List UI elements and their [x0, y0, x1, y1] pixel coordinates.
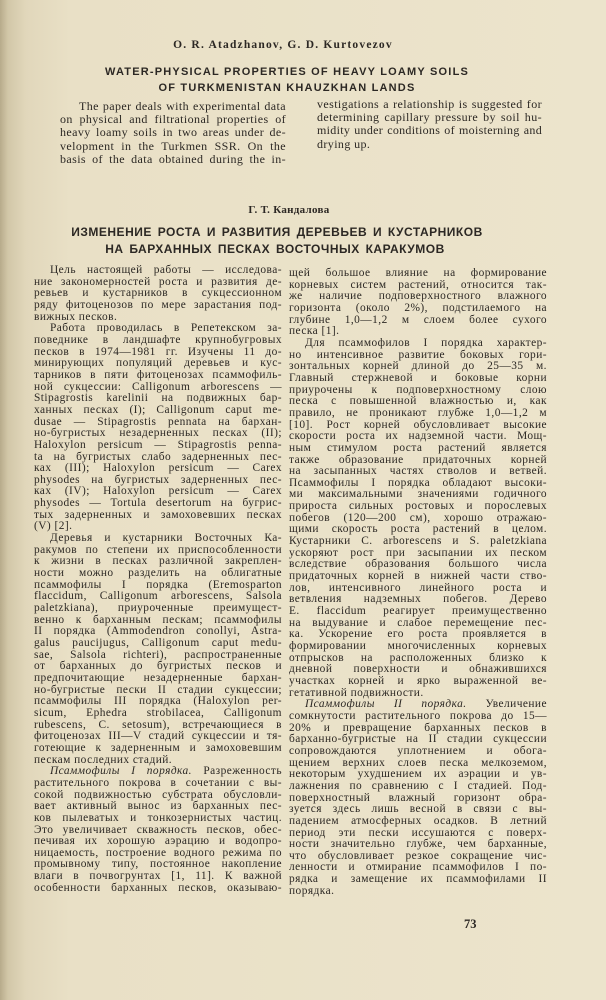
text-line: 20% и превращение барханных песков в — [289, 721, 547, 734]
text-line: galus paucijugus, Calligonum caput medu- — [34, 637, 282, 649]
text-line: vestigations a relationship is suggested for — [317, 97, 542, 111]
text-line: sae, Salsola richteri), распространенные — [34, 648, 282, 661]
text-line: ности значительно глубже, чем барханные, — [289, 838, 547, 851]
text-line: physodes на бугристых задерненных пес- — [34, 473, 282, 486]
text-line: ветвления надземных побегов. Дерево — [289, 593, 547, 606]
text-line: on physical and filtrational properties of — [60, 112, 286, 127]
text-line: лажнения по сравнению с I стадией. Под- — [289, 779, 547, 792]
text-line: сокой подвижностью субстрата обусловли- — [34, 788, 282, 801]
text-line: sicum, Ephedra strobilacea, Calligonum — [34, 706, 282, 719]
text-line: глубине 1,0—1,2 м слоем более сухого — [289, 313, 547, 326]
text-line: зонтальных корней длиной до 25—35 м. — [289, 360, 547, 373]
text-line: горизонта (около 2%), подстилаемого на — [289, 301, 547, 314]
text-line: также образование придаточных корней — [289, 453, 547, 466]
text-line: порядка. — [289, 884, 335, 897]
text-line: фитоценозах III—V стадий сукцессии и тя- — [34, 730, 282, 743]
text-line: но-бугристые пески II стадии сукцессии; — [34, 683, 282, 696]
text-line: вижных песков. — [34, 310, 118, 323]
text-line: падением атмосферных осадков. В летний — [289, 814, 547, 827]
text-line: гетативной подвижности. — [289, 686, 424, 699]
text-line: барханно-бугристые на II стадии сукцессии — [289, 733, 547, 746]
text-line: paletzkiana), приуроченные преимущест- — [34, 602, 282, 615]
text-line: ках (IV); Haloxylon persicum — Carex — [34, 485, 282, 498]
text-line: готеющие к задерненным и замоховевшим — [34, 741, 282, 754]
text-line: формировании многочисленных корневых — [289, 640, 547, 652]
text-line: drying up. — [317, 136, 371, 151]
text-line: midity under conditions of moisterning and — [317, 123, 542, 138]
text-line: промывному типу, постоянное накопление — [34, 858, 282, 871]
text-line: тых задерненных и замоховевших песках — [34, 508, 282, 521]
text-line: Это увеличивает скважность песков, обес- — [34, 823, 282, 836]
text-line: Haloxylon persicum — Stipagrostis penna- — [34, 438, 282, 451]
text-line: минирующих популяций деревьев и кус- — [34, 357, 282, 370]
abstract-left-column — [60, 100, 286, 166]
text-line: Stipagrostis karelinii на подвижных бар- — [34, 392, 282, 405]
text-line: ta на бугристых слабо задерненных пес- — [34, 450, 282, 463]
paragraph — [34, 533, 282, 766]
text-line: псаммофилы I порядка (Eremosparton — [34, 578, 282, 591]
text-line: зуется здесь лишь весной в связи с вы- — [289, 803, 547, 816]
text-line: некоторым ухудшением их аэрации и ув- — [289, 768, 547, 781]
text-line: дневной поверхности и обнажившихся — [289, 663, 547, 676]
text-line: отпрысков на расположенных близко к — [289, 651, 547, 664]
article-1-title-line-1: WATER-PHYSICAL PROPERTIES OF HEAVY LOAMY SOILS — [104, 66, 470, 78]
text-line: (V) [2]. — [34, 520, 73, 533]
text-line: Деревья и кустарники Восточных Ка- — [50, 532, 282, 545]
text-line: песка [1]. — [289, 325, 340, 338]
article-1-title-line-2: OF TURKMENISTAN KHAUZKHAN LANDS — [158, 82, 416, 94]
paragraph — [34, 323, 282, 533]
text-line: ракумов по степени их приспособленности — [34, 543, 282, 556]
text-line: вает активный вынос из барханных пес- — [34, 800, 282, 813]
text-line: что обусловливает резкое сокращение чис- — [289, 849, 547, 862]
paragraph — [60, 100, 286, 166]
article-2-title-line-2: НА БАРХАННЫХ ПЕСКАХ ВОСТОЧНЫХ КАРАКУМОВ — [105, 242, 445, 256]
body-left-column — [34, 265, 282, 894]
text-line: влаги в почвогрунтах [1, 11]. К важной — [34, 870, 282, 883]
text-line: Работа проводилась в Репетекском за- — [50, 322, 282, 335]
body-right-column — [289, 268, 547, 897]
paragraph — [289, 338, 547, 699]
text-line: поверхностный влажный горизонт обра- — [289, 791, 547, 804]
text-line: прироста сильных ростовых и порослевых — [289, 500, 547, 513]
text-line: поведнике в ландшафте крупнобугровых — [34, 333, 282, 346]
paragraph — [289, 268, 547, 338]
paragraph — [289, 699, 547, 897]
text-line: вследствие образования большого числа — [289, 558, 547, 571]
line-text: Увеличение — [485, 698, 547, 711]
article-1-authors: O. R. Atadzhanov, G. D. Kurtovezov — [173, 39, 393, 51]
text-line: basis of the data obtained during the in- — [60, 151, 286, 166]
text-line: на засыпанных частях стволов и ветвей. — [289, 465, 547, 478]
text-line: сопровождаются уплотнением и обога- — [289, 744, 547, 757]
text-line: лов, интенсивного линейного роста и — [289, 581, 547, 594]
text-line: E. flaccidum реагирует преимущественно — [289, 605, 547, 618]
text-line: ности можно разделить на облигатные — [34, 567, 282, 580]
text-line: к жизни в песках различной закреплен- — [34, 555, 282, 568]
text-line: ной сукцессии: Calligonum arborescens — — [34, 380, 282, 393]
text-line: ленности и отмирание псаммофилов I по- — [289, 861, 547, 874]
text-line: determining capillary pressure by soil hu- — [317, 110, 542, 125]
text-line: корневых систем растений, относится так- — [289, 278, 547, 291]
text-line: же наличие подповерхностного влажного — [289, 290, 547, 303]
text-line: щими скорость роста растений в целом. — [289, 523, 547, 536]
text-line: пескам последних стадий. — [34, 753, 173, 766]
text-line: dusae — Stipagrostis pennata на бархан- — [34, 415, 282, 428]
text-line: ным стимулом роста растений является — [289, 441, 547, 454]
page-number: 73 — [464, 917, 477, 931]
article-2-title-line-1: ИЗМЕНЕНИЕ РОСТА И РАЗВИТИЯ ДЕРЕВЬЕВ И КУСТАРНИКОВ — [71, 225, 483, 239]
text-line: rubescens, C. setosum), встречающиеся в — [34, 718, 282, 731]
text-line: тарников в пяти фитоценозах псаммофиль- — [34, 368, 282, 381]
text-line: приурочены к подповерхностному слою — [289, 383, 547, 396]
run-in-heading: Псаммофилы I порядка. — [50, 765, 192, 778]
text-line: песков в 1974—1981 гг. Изучены 11 до- — [34, 345, 282, 358]
text-line: II порядка (Ammodendron conollyi, Astra- — [34, 625, 282, 638]
text-line: ряду фитоценозов по мере зарастания под- — [34, 298, 282, 311]
text-line: песка с повышенной влажностью и, как — [289, 395, 547, 408]
text-line: Цель настоящей работы — исследова- — [50, 264, 282, 276]
text-line: рядка и замещение их псаммофилами II — [289, 873, 547, 886]
text-line: ревьев и кустарников в сукцессионном — [34, 287, 282, 300]
text-line: правило, не проникают глубже 1,0—1,2 м — [289, 406, 547, 419]
text-line: physodes — Tortula desertorum на бугрис- — [34, 497, 282, 510]
paragraph — [34, 766, 282, 894]
text-line: ми максимальными значениями годичного — [289, 488, 547, 501]
text-line: ускоряют рост при засыпании их песком — [289, 546, 547, 559]
text-line: печивая их хорошую аэрацию и водопро- — [34, 835, 282, 848]
article-2-author: Г. Т. Кандалова — [248, 204, 330, 216]
text-line: Псаммофилы I порядка обладают высоки- — [289, 476, 547, 489]
text-line: ницаемость, построение водного режима по — [34, 846, 282, 859]
text-line: щей большое влияние на формирование — [289, 267, 547, 279]
text-line: период эти пески иссушаются с поверх- — [289, 826, 547, 839]
text-line: The paper deals with experimental data — [79, 99, 286, 113]
text-line: сомкнутости растительного покрова до 15— — [289, 709, 547, 722]
text-line: ханных песках (I); Calligonum caput me- — [34, 403, 282, 416]
text-line: flaccidum, Calligonum arborescens, Salsola — [34, 590, 282, 603]
text-line: побегов (120—200 см), хорошо отражаю- — [289, 511, 547, 524]
text-line: Главный стержневой и боковые корни — [289, 371, 547, 384]
text-line: особенности барханных песков, оказываю- — [34, 881, 282, 894]
text-line: Кустарники C. arborescens и S. paletzkiana — [289, 535, 547, 548]
text-line: heavy loamy soils in two areas under de- — [60, 125, 286, 140]
run-in-heading: Псаммофилы II порядка. — [305, 698, 467, 711]
text-line: венно к барханным пескам; псаммофилы — [34, 613, 282, 626]
text-line: участках корней и ярко выраженной ве- — [289, 674, 547, 687]
text-line: но интенсивное развитие боковых гори- — [289, 348, 547, 361]
text-line: ков пылеватых и тонкозернистых частиц. — [34, 811, 282, 824]
text-line: растительного покрова в сочетании с вы- — [34, 776, 282, 789]
text-line: щением верхних слоев песка мелкоземом, — [289, 756, 547, 769]
text-line: ка. Ускорение его роста проявляется в — [289, 628, 547, 641]
text-line: псаммофилы III порядка (Haloxylon per- — [34, 695, 282, 708]
text-line: velopment in the Turkmen SSR. On the — [60, 138, 286, 153]
text-line: скорости роста их надземной части. Мощ- — [289, 430, 547, 443]
paragraph — [317, 98, 542, 151]
text-line: но-бугристых незадерненных песках (II); — [34, 427, 282, 440]
paragraph — [34, 265, 282, 323]
line-text: Разреженность — [203, 765, 282, 778]
text-line: на выдувание и слабое перемещение пес- — [289, 616, 547, 629]
text-line: предпочитающие незадерненные бархан- — [34, 671, 282, 684]
text-line: придаточных корней в нижней части ство- — [289, 570, 547, 583]
abstract-right-column — [317, 98, 542, 151]
text-line: от барханных до бугристых песков и — [34, 660, 282, 673]
text-line: Для псаммофилов I порядка характер- — [305, 336, 547, 349]
text-line: [10]. Рост корней обусловливает высокие — [289, 418, 547, 431]
text-line: ках (III); Haloxylon persicum — Carex — [34, 462, 282, 475]
text-line: ние закономерностей роста и развития де- — [34, 275, 282, 288]
